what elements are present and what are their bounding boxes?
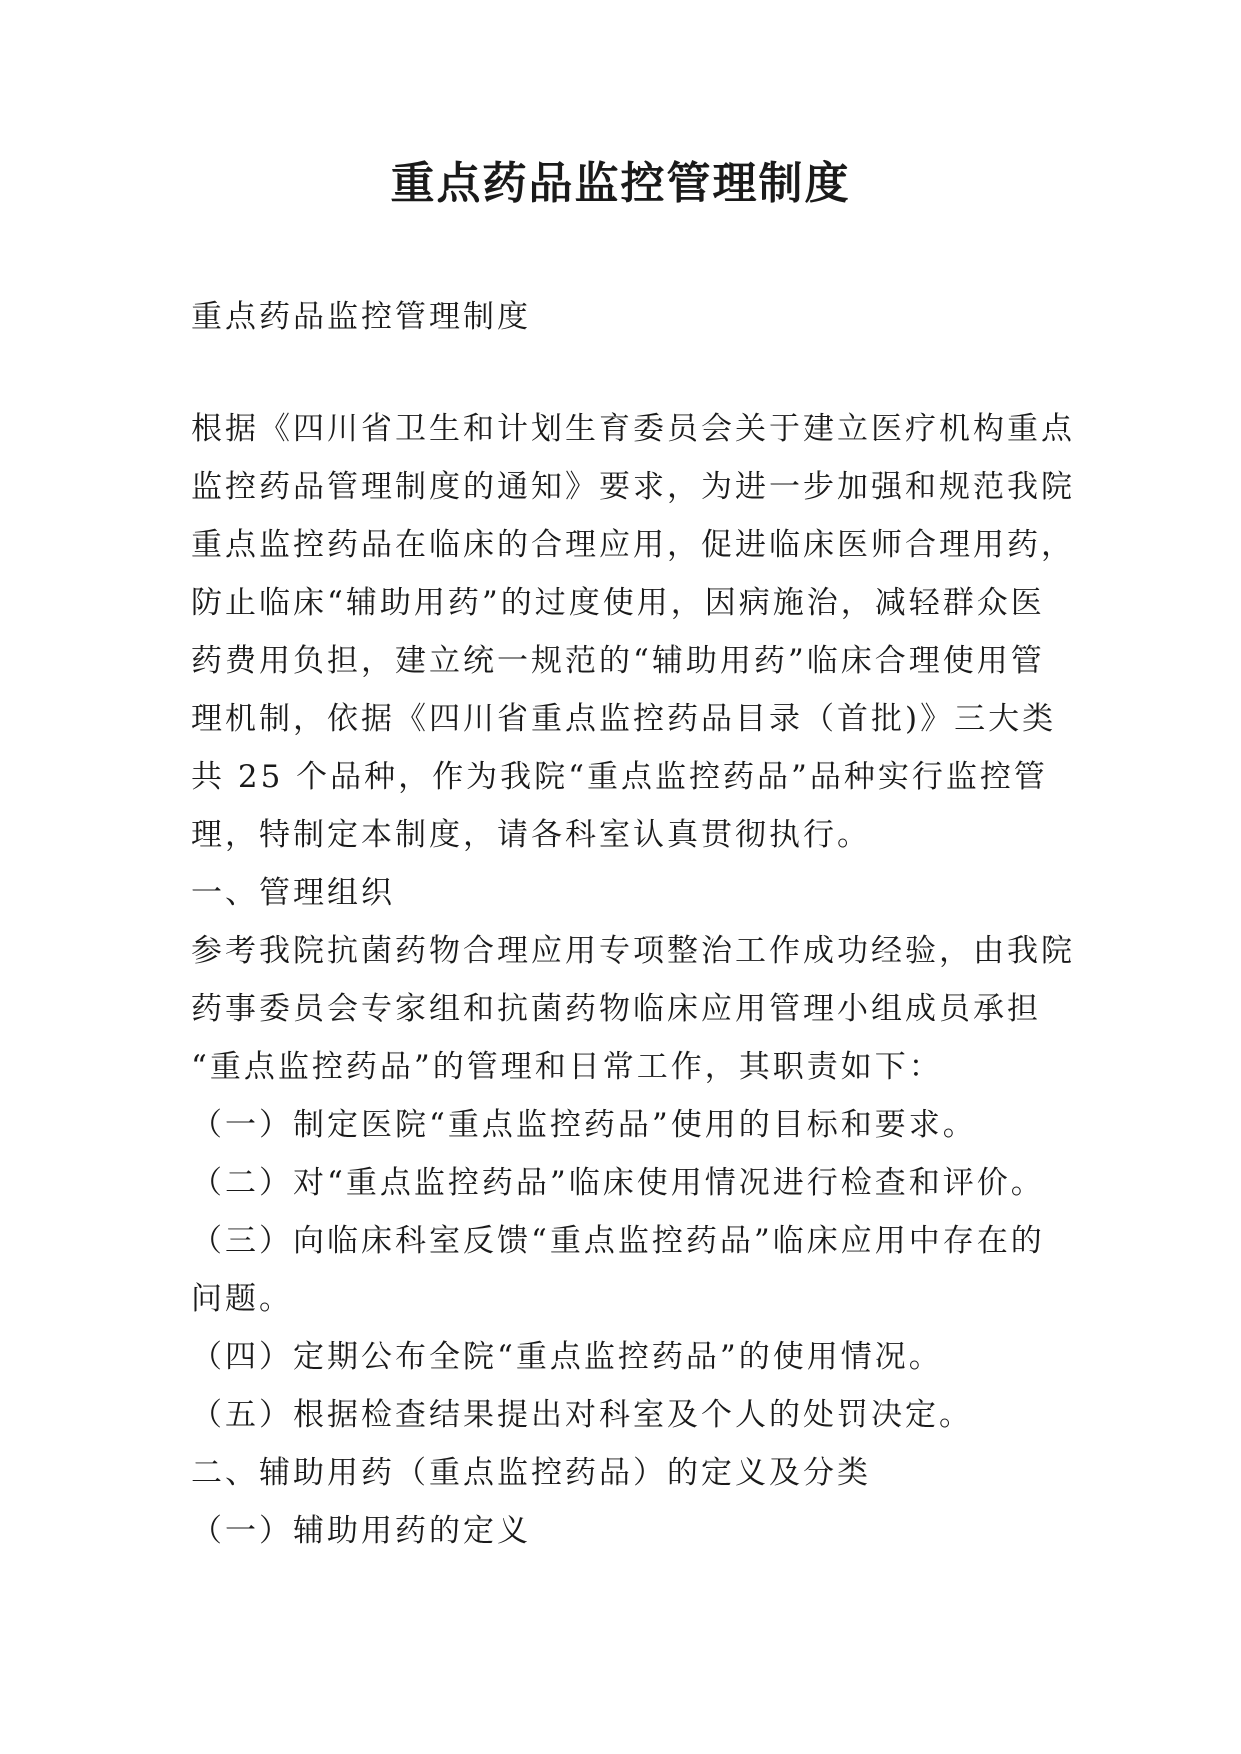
intro-line: 防止临床“辅助用药”的过度使用，因病施治，减轻群众医 — [191, 585, 1045, 621]
sub-heading: （一）辅助用药的定义 — [191, 1513, 531, 1549]
section1-paragraph — [191, 922, 1075, 1096]
section1-line: 药事委员会专家组和抗菌药物临床应用管理小组成员承担 — [191, 991, 1041, 1027]
intro-paragraph — [191, 400, 1075, 864]
section-heading: 二、辅助用药（重点监控药品）的定义及分类 — [191, 1455, 871, 1491]
duties-list — [191, 1096, 1071, 1444]
intro-line: 药费用负担，建立统一规范的“辅助用药”临床合理使用管 — [191, 643, 1045, 679]
document-body — [191, 288, 1075, 1560]
duty-item: （二）对“重点监控药品”临床使用情况进行检查和评价。 — [191, 1165, 1045, 1201]
duty-item: （三）向临床科室反馈“重点监控药品”临床应用中存在的 — [191, 1223, 1045, 1259]
duty-item: （一）制定医院“重点监控药品”使用的目标和要求。 — [191, 1107, 977, 1143]
intro-line: 监控药品管理制度的通知》要求，为进一步加强和规范我院 — [191, 469, 1075, 505]
intro-line: 重点监控药品在临床的合理应用，促进临床医师合理用药， — [191, 527, 1075, 563]
section2-sub-heading — [191, 1502, 1071, 1560]
intro-line: 根据《四川省卫生和计划生育委员会关于建立医疗机构重点 — [191, 411, 1075, 447]
section2-heading — [191, 1444, 1071, 1502]
intro-line: 共 25 个品种，作为我院“重点监控药品”品种实行监控管 — [191, 759, 1048, 795]
blank-line — [191, 346, 1071, 400]
section1-line: “重点监控药品”的管理和日常工作，其职责如下： — [191, 1049, 943, 1085]
duty-item: （四）定期公布全院“重点监控药品”的使用情况。 — [191, 1339, 943, 1375]
document-title: 重点药品监控管理制度 — [390, 158, 851, 209]
duty-item: （五）根据检查结果提出对科室及个人的处罚决定。 — [191, 1397, 973, 1433]
intro-line: 理，特制定本制度，请各科室认真贯彻执行。 — [191, 817, 871, 853]
section-heading: 一、管理组织 — [191, 875, 395, 911]
section1-heading — [191, 864, 1071, 922]
section1-line: 参考我院抗菌药物合理应用专项整治工作成功经验，由我院 — [191, 933, 1075, 969]
intro-line: 理机制，依据《四川省重点监控药品目录（首批)》三大类 — [191, 701, 1057, 737]
document-subtitle: 重点药品监控管理制度 — [191, 299, 531, 335]
duty-item: 问题。 — [191, 1281, 293, 1317]
